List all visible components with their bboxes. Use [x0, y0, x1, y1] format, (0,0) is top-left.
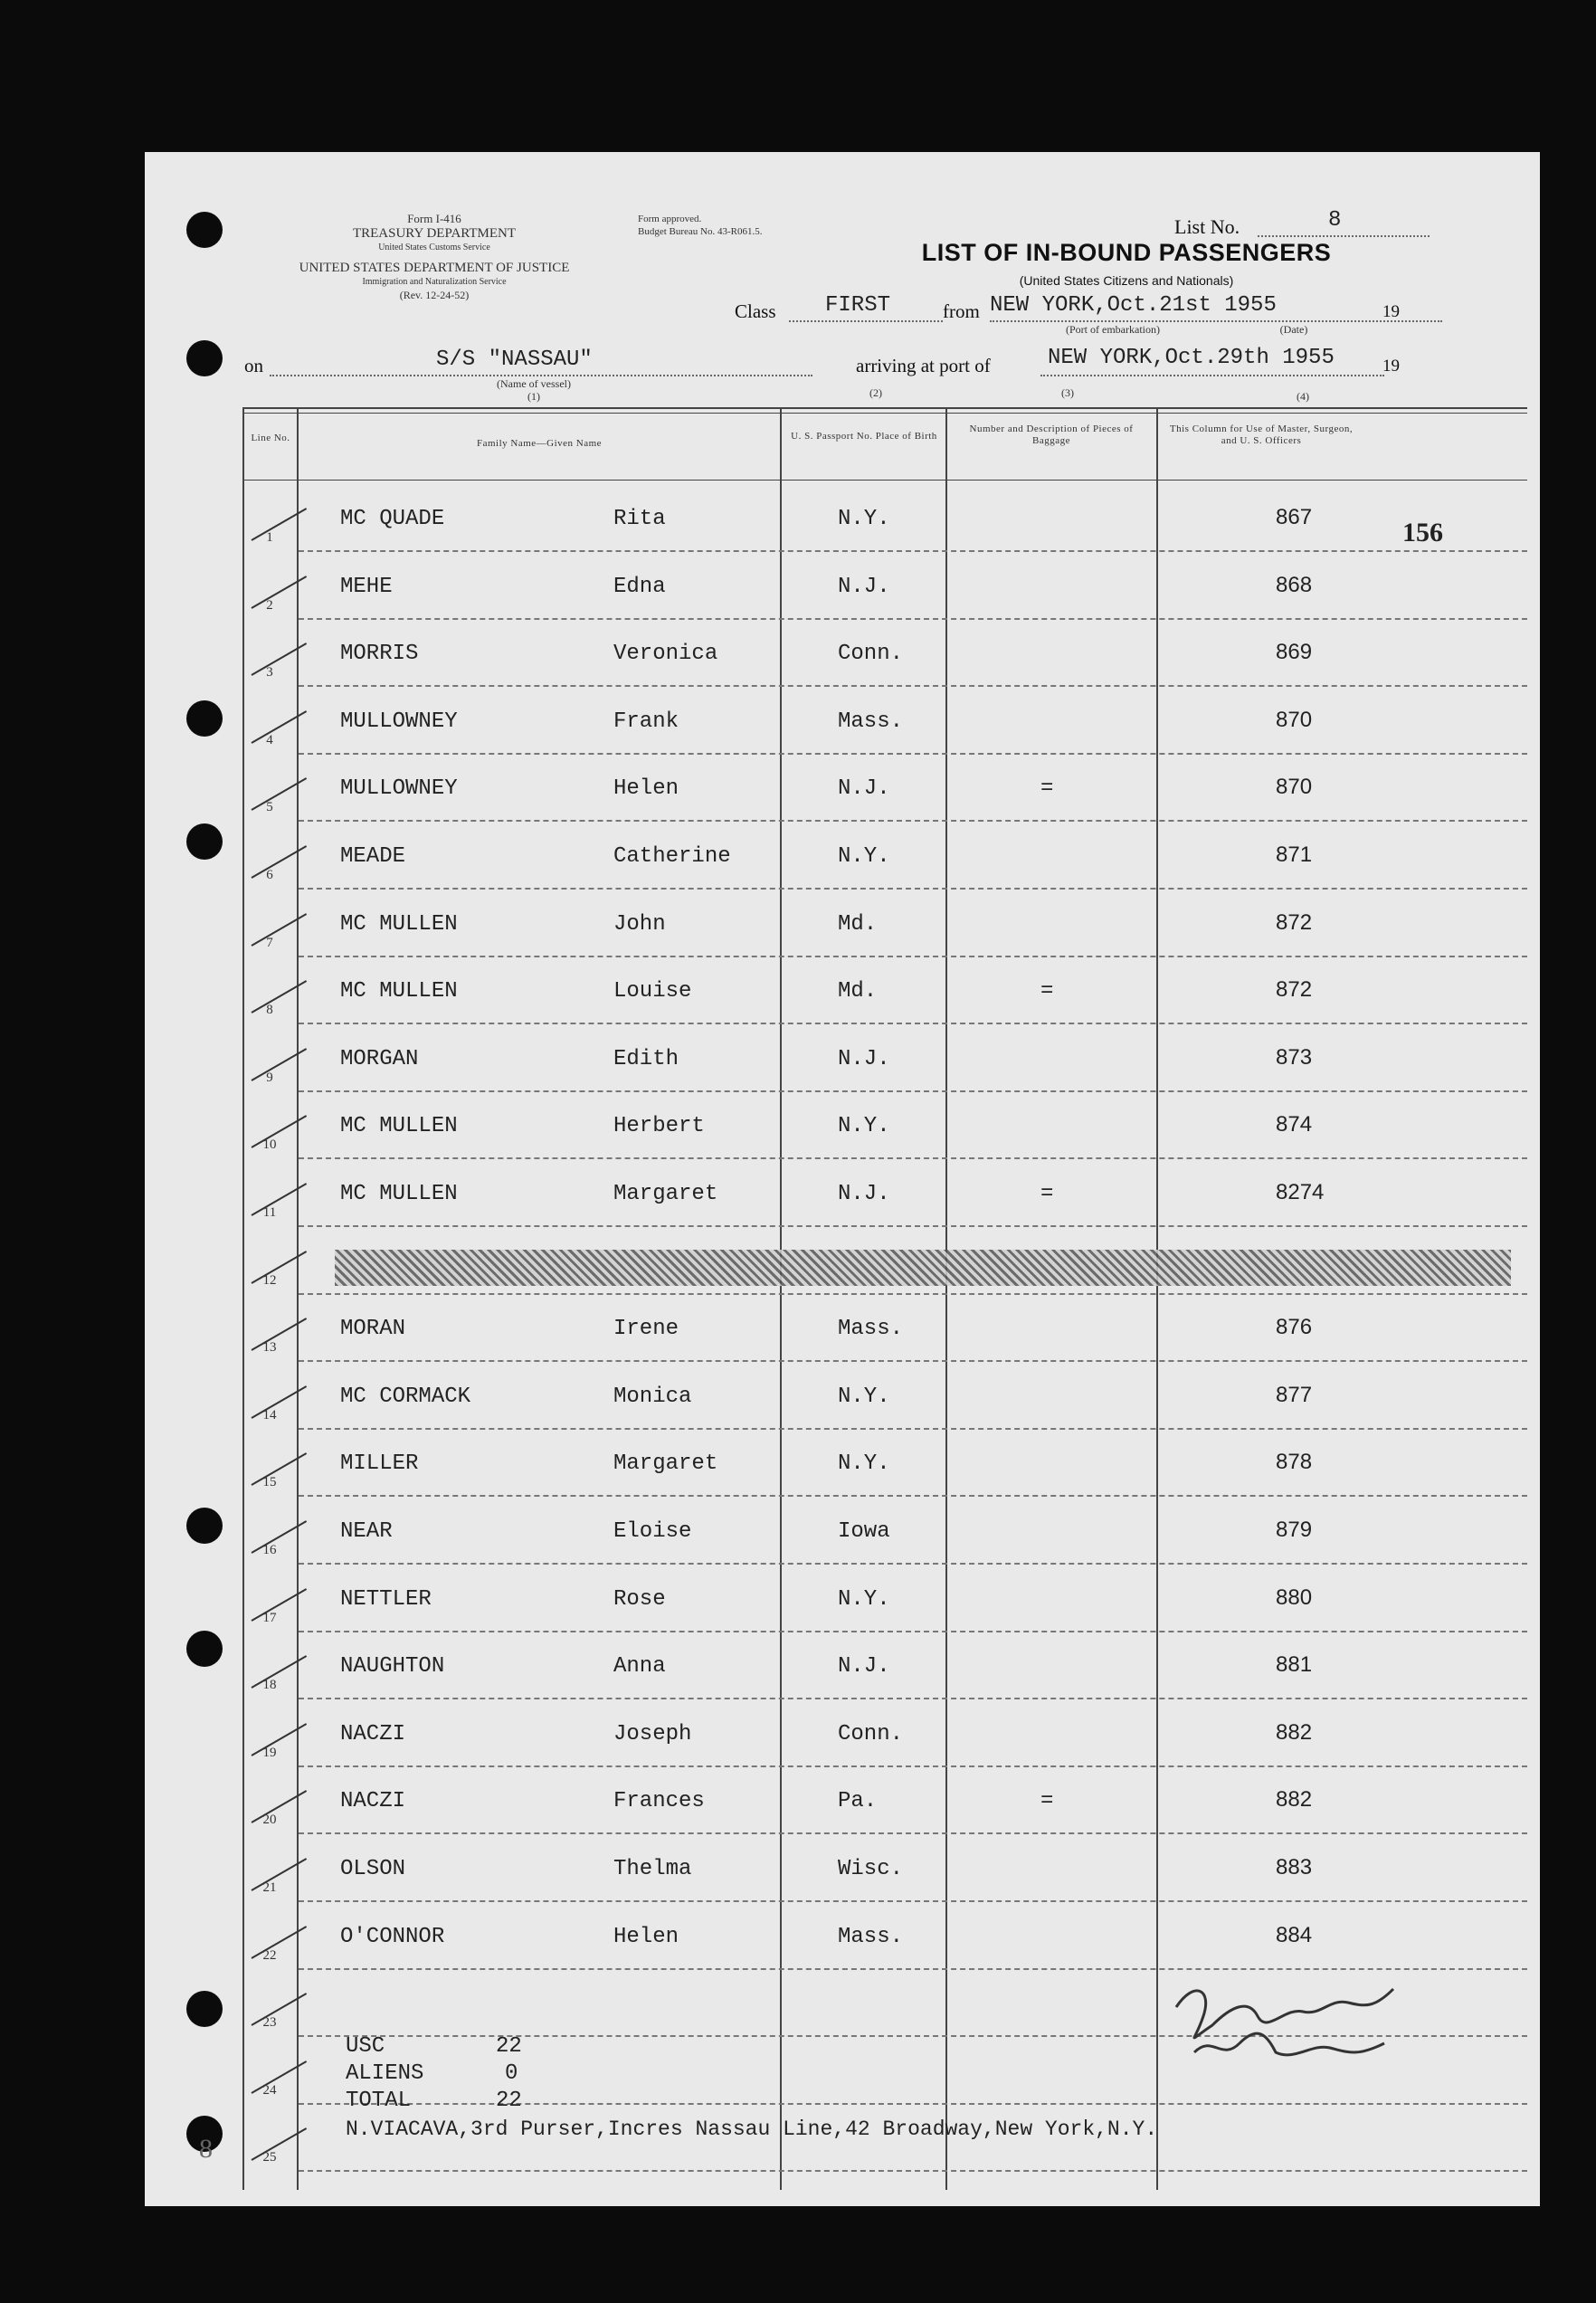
row-rule [299, 2170, 1527, 2172]
budget-bureau: Budget Bureau No. 43-R061.5. [638, 226, 763, 237]
usc-value: 22 [496, 2034, 522, 2059]
family-name: MC CORMACK [340, 1384, 471, 1409]
treasury-dept: TREASURY DEPARTMENT [352, 226, 517, 241]
ins-service: Immigration and Naturalization Service [362, 277, 507, 287]
list-no-value: 8 [1328, 208, 1342, 233]
list-no-label: List No. [1174, 215, 1240, 238]
place-of-birth: Mass. [838, 1317, 904, 1342]
family-name: NEAR [340, 1519, 393, 1544]
family-name: MORGAN [340, 1046, 419, 1071]
arriving-value: NEW YORK,Oct.29th 1955 [1048, 346, 1335, 370]
official-number: 871 [1276, 842, 1313, 867]
row-rule [299, 1495, 1527, 1497]
punch-hole [186, 1991, 223, 2027]
official-number: 872 [1276, 909, 1313, 935]
row-rule [299, 1765, 1527, 1767]
row-rule [299, 753, 1527, 755]
table-top-rule-2 [242, 413, 1527, 414]
family-name: MC MULLEN [340, 1182, 458, 1206]
family-name: MC MULLEN [340, 911, 458, 937]
row-rule [299, 1293, 1527, 1295]
class-value: FIRST [825, 293, 891, 318]
family-name: MORAN [340, 1317, 406, 1342]
line-number: 2 [266, 597, 273, 613]
family-name: MEADE [340, 844, 406, 869]
aliens-value: 0 [505, 2061, 518, 2086]
official-number: 876 [1276, 1315, 1313, 1340]
line-number: 21 [262, 1880, 277, 1895]
col-passport: U. S. Passport No. Place of Birth [791, 431, 937, 442]
date-caption: (Date) [1279, 323, 1308, 336]
given-name: Anna [613, 1654, 666, 1680]
official-number: 882 [1276, 1787, 1313, 1813]
place-of-birth: Wisc. [838, 1857, 904, 1881]
official-number: 870 [1276, 775, 1313, 800]
line-number: 7 [266, 935, 273, 950]
row-rule [299, 1225, 1527, 1227]
line-number: 3 [266, 665, 273, 680]
line-number: 8 [266, 1003, 273, 1018]
row-rule [299, 1563, 1527, 1565]
place-of-birth: N.Y. [838, 507, 890, 531]
caption-3: (3) [1061, 386, 1074, 399]
given-name: Eloise [613, 1519, 692, 1544]
from-value: NEW YORK,Oct.21st 1955 [990, 293, 1277, 318]
line-number: 12 [262, 1272, 277, 1288]
place-of-birth: Md. [838, 911, 878, 937]
vessel-caption: (Name of vessel) [497, 377, 571, 390]
official-number: 883 [1276, 1855, 1313, 1880]
form-number: Form I-416 [407, 212, 461, 225]
line-number: 24 [262, 2082, 277, 2098]
place-of-birth: N.Y. [838, 1114, 890, 1139]
line-number: 6 [266, 868, 273, 882]
place-of-birth: Conn. [838, 642, 904, 667]
line-number: 23 [262, 2015, 277, 2031]
official-number: 868 [1276, 572, 1313, 597]
officer-signature [1158, 1971, 1430, 2089]
line-number: 22 [262, 1947, 277, 1963]
page-title: LIST OF IN-BOUND PASSENGERS [921, 239, 1332, 266]
line-number: 13 [262, 1340, 277, 1356]
aliens-label: ALIENS [346, 2061, 424, 2086]
line-number: 18 [262, 1678, 277, 1693]
baggage-mark: = [1040, 1182, 1054, 1206]
official-number: 884 [1276, 1922, 1313, 1947]
place-of-birth: N.Y. [838, 1451, 890, 1477]
place-of-birth: N.Y. [838, 844, 890, 869]
revision: (Rev. 12-24-52) [399, 289, 470, 301]
official-number: 873 [1276, 1044, 1313, 1070]
official-number: 879 [1276, 1518, 1313, 1542]
official-number: 880 [1276, 1585, 1313, 1610]
vessel-name: S/S "NASSAU" [436, 347, 593, 372]
place-of-birth: Md. [838, 979, 878, 1004]
place-of-birth: N.J. [838, 574, 890, 599]
line-number: 25 [262, 2150, 277, 2165]
given-name: Irene [613, 1317, 679, 1342]
place-of-birth: Mass. [838, 1924, 904, 1949]
row-rule [299, 820, 1527, 822]
line-number: 10 [262, 1137, 277, 1153]
row-rule [299, 1428, 1527, 1430]
table-left-border [242, 407, 244, 2190]
place-of-birth: N.Y. [838, 1586, 890, 1612]
family-name: MC MULLEN [340, 979, 458, 1004]
list-no-line [1258, 235, 1430, 237]
family-name: NAUGHTON [340, 1654, 445, 1680]
row-rule [299, 1360, 1527, 1362]
place-of-birth: N.J. [838, 1046, 890, 1071]
given-name: Joseph [613, 1721, 692, 1746]
line-number: 5 [266, 800, 273, 815]
official-number: 877 [1276, 1382, 1313, 1407]
given-name: Rita [613, 507, 666, 531]
row-rule [299, 1900, 1527, 1902]
arriving-line [1040, 375, 1384, 376]
justice-dept: UNITED STATES DEPARTMENT OF JUSTICE [299, 261, 570, 275]
given-name: Monica [613, 1384, 692, 1409]
given-name: Rose [613, 1586, 666, 1612]
col-line-no: Line No. [251, 433, 290, 443]
punch-hole [186, 212, 223, 248]
row-rule [299, 550, 1527, 552]
family-name: NACZI [340, 1789, 406, 1814]
family-name: OLSON [340, 1857, 406, 1881]
official-number: 867 [1276, 505, 1313, 529]
arriving-label: arriving at port of [856, 355, 991, 376]
manifest-page [145, 152, 1540, 2206]
struck-out-entry [335, 1250, 1511, 1286]
total-value: 22 [496, 2089, 522, 2113]
given-name: Helen [613, 776, 679, 802]
baggage-mark: = [1040, 1789, 1054, 1814]
place-of-birth: N.J. [838, 776, 890, 802]
row-rule [299, 1631, 1527, 1632]
official-number: 870 [1276, 707, 1313, 732]
port-embark-caption: (Port of embarkation) [1066, 323, 1160, 336]
customs-service: United States Customs Service [378, 243, 490, 252]
caption-4: (4) [1297, 390, 1309, 403]
official-number: 878 [1276, 1450, 1313, 1475]
punch-hole [186, 700, 223, 737]
baggage-divider [945, 407, 947, 2190]
row-rule [299, 685, 1527, 687]
margin-mark: 8 [199, 2134, 213, 2164]
place-of-birth: N.Y. [838, 1384, 890, 1409]
given-name: Frank [613, 709, 679, 734]
row-rule [299, 1698, 1527, 1699]
line-number: 15 [262, 1475, 277, 1490]
official-number: 8274 [1276, 1180, 1325, 1204]
official-number: 882 [1276, 1719, 1313, 1745]
given-name: Margaret [613, 1182, 718, 1206]
place-of-birth: Pa. [838, 1789, 878, 1814]
baggage-mark: = [1040, 776, 1054, 802]
page-stamp: 156 [1402, 518, 1443, 547]
punch-hole [186, 1631, 223, 1667]
table-top-rule [242, 407, 1527, 409]
punch-hole [186, 823, 223, 860]
official-number: 881 [1276, 1652, 1313, 1678]
given-name: Herbert [613, 1114, 705, 1139]
class-label: Class [735, 300, 776, 322]
on-label: on [244, 355, 263, 376]
row-rule [299, 956, 1527, 957]
year-suffix-2: 19 [1382, 357, 1400, 376]
place-of-birth: Conn. [838, 1721, 904, 1746]
given-name: Catherine [613, 844, 731, 869]
line-number: 14 [262, 1407, 277, 1423]
row-rule [299, 888, 1527, 890]
given-name: Thelma [613, 1857, 692, 1881]
row-rule [299, 1090, 1527, 1092]
officials-divider [1156, 407, 1158, 2190]
line-number: 16 [262, 1543, 277, 1557]
line-number: 17 [262, 1610, 277, 1625]
row-rule [299, 618, 1527, 620]
line-number: 11 [262, 1205, 277, 1220]
official-number: 872 [1276, 977, 1313, 1003]
class-line [789, 320, 943, 322]
form-approved: Form approved. [638, 214, 702, 224]
place-of-birth: Mass. [838, 709, 904, 734]
family-name: MULLOWNEY [340, 776, 458, 802]
line-number: 19 [262, 1745, 277, 1760]
given-name: Frances [613, 1789, 705, 1814]
official-number: 874 [1276, 1112, 1313, 1137]
place-of-birth: N.J. [838, 1654, 890, 1680]
place-of-birth: N.J. [838, 1182, 890, 1206]
given-name: Louise [613, 979, 692, 1004]
line-number: 20 [262, 1813, 277, 1828]
col-officials: This Column for Use of Master, Surgeon, and U. S. Officers [1169, 423, 1354, 446]
family-name: O'CONNOR [340, 1924, 445, 1949]
from-label: from [943, 300, 980, 322]
header-bottom-rule [242, 480, 1527, 481]
usc-label: USC [346, 2034, 385, 2059]
given-name: Edith [613, 1046, 679, 1071]
year-suffix: 19 [1382, 302, 1400, 321]
row-rule [299, 1023, 1527, 1024]
given-name: Veronica [613, 642, 718, 667]
row-rule [299, 2103, 1527, 2105]
family-name: MC MULLEN [340, 1114, 458, 1139]
row-rule [299, 1832, 1527, 1834]
caption-2: (2) [869, 386, 882, 399]
official-number: 869 [1276, 640, 1313, 665]
given-name: Margaret [613, 1451, 718, 1477]
given-name: John [613, 911, 666, 937]
col-baggage: Number and Description of Pieces of Baggage [969, 423, 1134, 446]
row-rule [299, 1157, 1527, 1159]
family-name: MULLOWNEY [340, 709, 458, 734]
caption-1: (1) [527, 390, 540, 403]
family-name: MEHE [340, 574, 393, 599]
row-rule [299, 1968, 1527, 1970]
punch-hole [186, 1508, 223, 1544]
line-number: 1 [266, 530, 273, 545]
given-name: Edna [613, 574, 666, 599]
baggage-mark: = [1040, 979, 1054, 1004]
family-name: NETTLER [340, 1586, 432, 1612]
punch-hole [186, 340, 223, 376]
family-name: MC QUADE [340, 507, 445, 531]
family-name: MILLER [340, 1451, 419, 1477]
family-name: NACZI [340, 1721, 406, 1746]
family-name: MORRIS [340, 642, 419, 667]
line-number: 9 [266, 1070, 273, 1085]
passport-divider [780, 407, 782, 2190]
line-no-divider [297, 407, 299, 2190]
line-number: 4 [266, 732, 273, 747]
total-label: TOTAL [346, 2089, 412, 2113]
place-of-birth: Iowa [838, 1519, 890, 1544]
purser-line: N.VIACAVA,3rd Purser,Incres Nassau Line,42 Broadway,New York,N.Y. [346, 2117, 1158, 2141]
given-name: Helen [613, 1924, 679, 1949]
page-subtitle: (United States Citizens and Nationals) [1019, 273, 1234, 288]
col-name: Family Name—Given Name [476, 438, 603, 449]
